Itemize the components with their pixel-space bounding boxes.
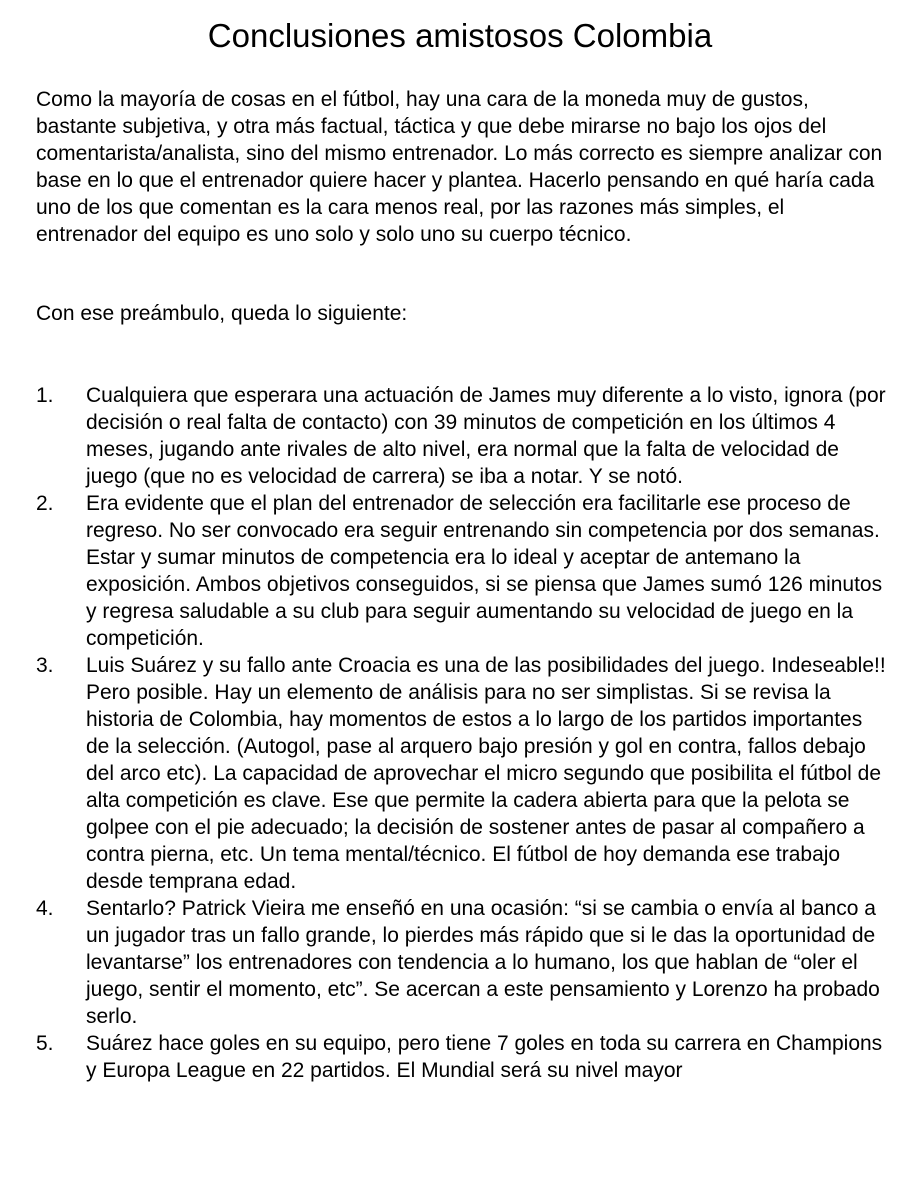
list-item-number: 5. <box>36 1032 54 1055</box>
list-item-text: Sentarlo? Patrick Vieira me enseñó en una ocasión: “si se cambia o envía al banco a un jugador tras un fallo grande, lo pierdes más rápido que si le das la oportunidad de levantarse” los entrenadores con tendencia a lo humano, los que hablan de “oler el juego, sentir el momento, etc”. Se acercan a este pensamiento y Lorenzo ha probado serlo. <box>86 897 880 1028</box>
list-item-text: Cualquiera que esperara una actuación de James muy diferente a lo visto, ignora (por decisión o real falta de contacto) con 39 minutos de competición en los últimos 4 meses, jugando ante rivales de alto nivel, era normal que la falta de velocidad de juego (que no es velocidad de carrera) se iba a notar. Y se notó. <box>86 384 886 488</box>
list-item-text: Suárez hace goles en su equipo, pero tiene 7 goles en toda su carrera en Champions y Europa League en 22 partidos. El Mundial será su nivel mayor <box>86 1032 883 1082</box>
list-item-text: Luis Suárez y su fallo ante Croacia es una de las posibilidades del juego. Indeseable!! Pero posible. Hay un elemento de análisis para no ser simplistas. Si se revisa la historia de Colombia, hay momentos de estos a lo largo de los partidos importantes de la selección. (Autogol, pase al arquero bajo presión y gol en contra, fallos debajo del arco etc). La capacidad de aprovechar el micro segundo que posibilita el fútbol de alta competición es clave. Ese que permite la cadera abierta para que la pelota se golpee con el pie adecuado; la decisión de sostener antes de pasar al compañero a contra pierna, etc. Un tema mental/técnico. El fútbol de hoy demanda ese trabajo desde temprana edad. <box>86 654 886 893</box>
document-title: Conclusiones amistosos Colombia <box>207 17 713 54</box>
list-item <box>0 1030 886 1084</box>
list-item <box>0 895 886 1030</box>
list-item-number: 4. <box>36 897 54 920</box>
list-item-number: 2. <box>36 492 54 515</box>
list-item <box>0 382 886 490</box>
preamble-paragraph: Con ese preámbulo, queda lo siguiente: <box>36 302 408 325</box>
list-item <box>0 652 886 895</box>
intro-paragraph: Como la mayoría de cosas en el fútbol, hay una cara de la moneda muy de gustos, bastante subjetiva, y otra más factual, táctica y que debe mirarse no bajo los ojos del comentarista/analista, sino del mismo entrenador. Lo más correcto es siempre analizar con base en lo que el entrenador quiere hacer y plantea. Hacerlo pensando en qué haría cada uno de los que comentan es la cara menos real, por las razones más simples, el entrenador del equipo es uno solo y solo uno su cuerpo técnico. <box>36 88 883 246</box>
list-item-number: 1. <box>36 384 54 407</box>
conclusions-list <box>0 382 920 1084</box>
list-item <box>0 490 886 652</box>
list-item-number: 3. <box>36 654 54 677</box>
list-item-text: Era evidente que el plan del entrenador de selección era facilitarle ese proceso de regreso. No ser convocado era seguir entrenando sin competencia por dos semanas. Estar y sumar minutos de competencia era lo ideal y aceptar de antemano la exposición. Ambos objetivos conseguidos, si se piensa que James sumó 126 minutos y regresa saludable a su club para seguir aumentando su velocidad de juego en la competición. <box>86 492 883 650</box>
